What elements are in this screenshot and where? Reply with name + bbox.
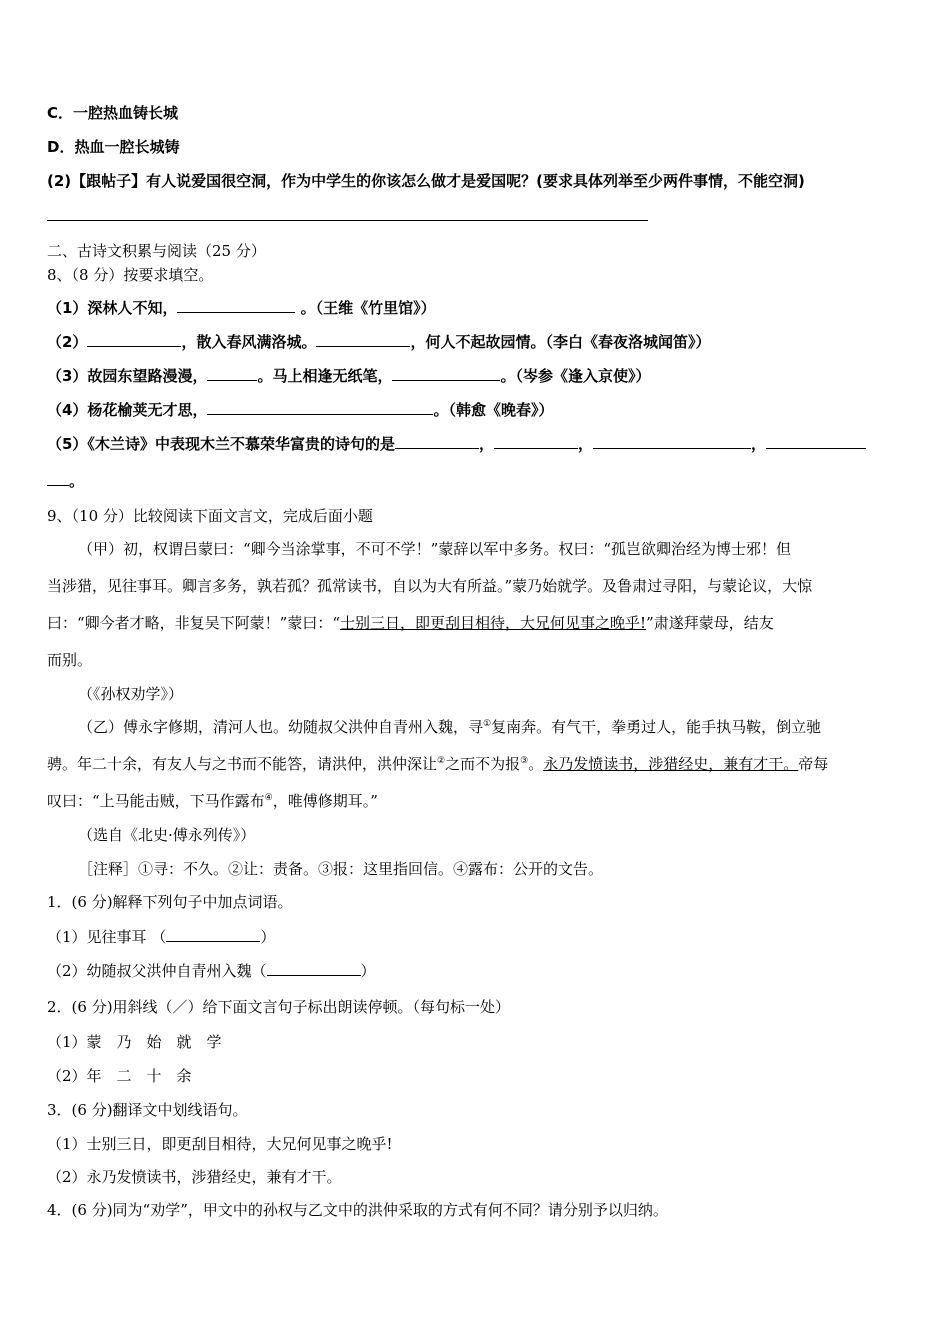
s1a-text: （1）见往事耳 （ [47,928,167,946]
sub-q3-item-1: （1）士别三日，即更刮目相待，大兄何见事之晚乎! [47,1135,393,1153]
q9-heading: 9、（10 分）比较阅读下面文言文，完成后面小题 [47,507,373,525]
s1a-blank[interactable] [166,927,260,942]
sub-q2-item-2: （2）年 二 十 余 [47,1067,192,1085]
passage-yi-source: （选自《北史·傅永列传》） [78,826,256,844]
q8-l1-blank[interactable] [177,298,295,313]
sub-q3-item-2: （2）永乃发愤读书，涉猎经史，兼有才干。 [47,1168,342,1186]
q8-l3-source: 。（岑参《逢入京使》） [500,367,651,385]
q8-l2-text: ，散入春风满洛城。 [181,333,317,351]
q8-l1-text: （1）深林人不知， [47,299,178,317]
q8-l5-comma: ， [750,435,766,453]
jia3-text-2: ”肃遂拜蒙母，结友 [646,614,774,632]
passage-yi-line-1 [78,716,821,737]
q7-sub2 [47,170,805,191]
q8-l5-comma: ， [478,435,494,453]
sub-q2: 2．(6 分)用斜线（／）给下面文言句子标出朗读停顿。（每句标一处） [47,998,511,1016]
q7-option-c: C．一腔热血铸长城 [47,104,179,122]
section2-title: 二、古诗文积累与阅读（25 分） [47,242,266,260]
q8-l2-source: ，何人不起故园情。（李白《春夜洛城闻笛》） [410,333,711,351]
s1b-blank[interactable] [267,961,361,976]
note-mark-4: ④ [264,793,273,803]
s1b-close: ） [360,962,376,980]
q8-l5-blank-1[interactable] [395,434,479,449]
q8-l5-end: 。 [69,472,85,490]
note-mark-2: ② [437,756,446,766]
passage-jia-line-1: （甲）初，权谓吕蒙曰：“卿今当涂掌事，不可不学！”蒙辞以军中多务。权曰：“孤岂欲卿治经为博士邪！但 [78,540,792,558]
sub-q2-item-1: （1）蒙 乃 始 就 学 [47,1033,222,1051]
q8-line-3 [47,365,650,386]
passage-jia-line-2: 当涉猎，见往事耳。卿言多务，孰若孤？孤常读书，自以为大有所益。”蒙乃始就学。及鲁肃过寻阳，与蒙论议，大惊 [47,577,813,595]
q8-l5-blank-3[interactable] [593,434,751,449]
yi1-text: （乙）傅永字修期，清河人也。幼随叔父洪仲自青州入魏，寻 [78,718,484,736]
q8-line-5-cont [47,470,84,491]
jia-underlined-sentence: 士别三日，即更刮目相待，大兄何见事之晚乎! [340,614,647,632]
q7-option-d: D．热血一腔长城铸 [47,138,180,156]
q8-l4-source: 。（韩愈《晚春》） [433,401,554,419]
s1b-text: （2）幼随叔父洪仲自青州入魏（ [47,962,267,980]
q8-l2-blank-2[interactable] [316,332,410,347]
q8-line-1 [47,297,436,318]
yi3-text: 叹曰：“上马能击贼，下马作露布 [47,792,265,810]
yi2-text-2: 之而不为报 [445,755,521,773]
yi3-text-2: ，唯傅修期耳。” [272,792,378,810]
yi1-text-2: 复南奔。有气干，拳勇过人，能手执马鞍，倒立驰 [491,718,822,736]
note-mark-1: ① [483,719,492,729]
q8-l4-blank[interactable] [207,400,433,415]
jia3-text: 曰：“卿今者才略，非复吴下阿蒙！”蒙曰：“ [47,614,341,632]
q8-l5-blank-4-cont[interactable] [47,471,69,486]
yi2-text: 骋。年二十余，有友人与之书而不能答，请洪仲，洪仲深让 [47,755,438,773]
q8-l3-blank-1[interactable] [207,366,257,381]
yi-underlined-sentence: 永乃发愤读书，涉猎经史，兼有才干。 [543,755,799,773]
q8-l5-text: （5）《木兰诗》中表现木兰不慕荣华富贵的诗句的是 [47,435,395,453]
q7-sub2-text: 【跟帖子】有人说爱国很空洞，作为中学生的你该怎么做才是爱国呢？(要求具体列举至少两件事情，不能空洞) [71,172,805,190]
q7-sub2-number: (2) [47,172,72,190]
sub-q3: 3．(6 分)翻译文中划线语句。 [47,1101,248,1119]
q8-l5-comma: ， [577,435,593,453]
s1a-close: ） [260,928,276,946]
q8-l3-text-2: 。马上相逢无纸笔， [257,367,393,385]
q7-answer-line[interactable] [47,220,648,221]
sub-q1: 1．(6 分)解释下列句子中加点词语。 [47,893,293,911]
sub-q4: 4．(6 分)同为“劝学”，甲文中的孙权与乙文中的洪仲采取的方式有何不同？请分别予以归纳。 [47,1201,668,1219]
passage-notes: ［注释］①寻：不久。②让：责备。③报：这里指回信。④露布：公开的文告。 [78,860,604,878]
passage-yi-line-2 [47,753,828,774]
yi2-text-4: 帝每 [798,755,829,773]
passage-jia-line-3 [47,612,774,633]
sub-q1-item-2 [47,960,376,981]
passage-jia-source: （《孙权劝学》） [78,685,184,703]
q8-l5-blank-2[interactable] [494,434,578,449]
passage-yi-line-3 [47,790,378,811]
q8-line-2 [47,331,710,352]
q8-l5-blank-4[interactable] [766,434,866,449]
note-mark-3: ③ [520,756,529,766]
q8-l1-source: 。（王维《竹里馆》） [295,299,436,317]
q8-l2-blank-1[interactable] [87,332,181,347]
passage-jia-line-4: 而别。 [47,651,93,669]
q8-l2-num: （2） [47,333,88,351]
sub-q1-item-1 [47,926,275,947]
q8-l4-text: （4）杨花榆荚无才思， [47,401,208,419]
q8-l3-text: （3）故园东望路漫漫， [47,367,208,385]
q8-line-5 [47,433,866,454]
q8-l3-blank-2[interactable] [392,366,500,381]
yi2-text-3: 。 [528,755,544,773]
q8-heading: 8、（8 分）按要求填空。 [47,266,214,284]
q8-line-4 [47,399,553,420]
